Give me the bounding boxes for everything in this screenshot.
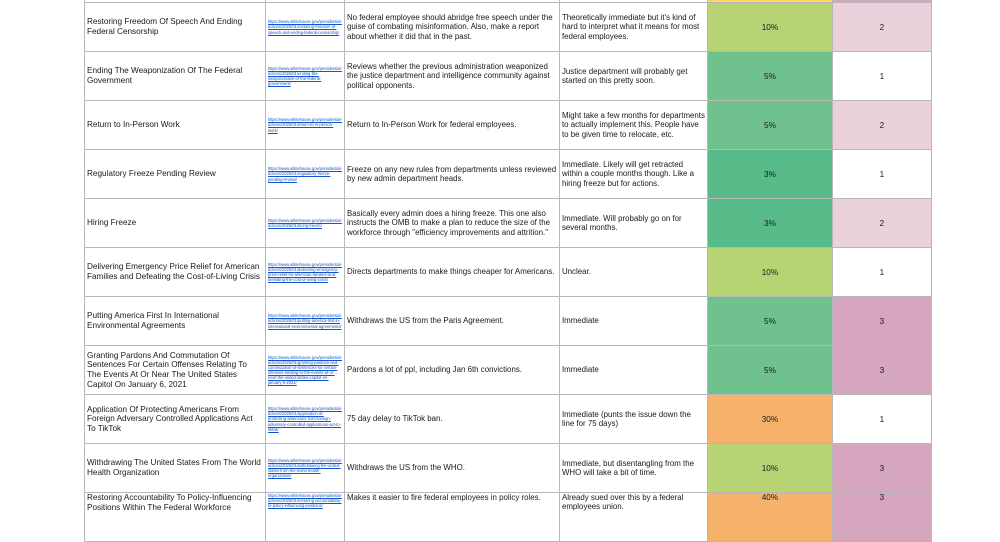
order-title-cell: Withdrawing The United States From The World Health Organization: [85, 444, 266, 493]
description-cell: 75 day delay to TikTok ban.: [344, 395, 559, 444]
executive-orders-table: [84, 0, 932, 542]
table-row: [85, 248, 932, 297]
table-row: [85, 395, 932, 444]
percent-cell: 5%: [707, 101, 832, 150]
order-title-cell: Return to In-Person Work: [85, 101, 266, 150]
percent-cell: 3%: [707, 150, 832, 199]
order-link-cell[interactable]: https://www.whitehouse.gov/presidential-actions/2025/01/hiring-freeze/: [266, 199, 345, 248]
order-title-cell: Ending The Weaponization Of The Federal Government: [85, 52, 266, 101]
score-cell: 1: [832, 395, 931, 444]
percent-cell: 10%: [707, 444, 832, 493]
order-link-cell[interactable]: https://www.whitehouse.gov/presidential-actions/2025/01/application-of-protecting-americans-from-foreign-adversary-controlled-applications-act-to-tiktok/: [266, 395, 345, 444]
table-row: [85, 101, 932, 150]
score-cell: 2: [832, 3, 931, 52]
score-cell: 2: [832, 101, 931, 150]
percent-cell: 5%: [707, 52, 832, 101]
description-cell: Freeze on any new rules from departments unless reviewed by new admin department heads.: [344, 150, 559, 199]
order-title-cell: Putting America First In International Environmental Agreements: [85, 297, 266, 346]
percent-cell: 3%: [707, 199, 832, 248]
percent-cell: 30%: [707, 395, 832, 444]
order-link-cell[interactable]: https://www.whitehouse.gov/presidential-actions/2025/01/restoring-accountability-to-policy-influencing-positions/: [266, 493, 345, 542]
score-cell: 2: [832, 199, 931, 248]
timing-note-cell: Already sued over this by a federal employees union.: [559, 493, 707, 542]
timing-note-cell: Unclear.: [559, 248, 707, 297]
order-link-cell[interactable]: https://www.whitehouse.gov/presidential-actions/2025/01/restoring-freedom-of-speech-and-ending-federal-censorship/: [266, 3, 345, 52]
timing-note-cell: Immediate: [559, 346, 707, 395]
table-row: [85, 297, 932, 346]
score-cell: 1: [832, 52, 931, 101]
table-row: [85, 444, 932, 493]
order-title-cell: Application Of Protecting Americans From Foreign Adversary Controlled Applications Act To TikTok: [85, 395, 266, 444]
table-row: [85, 150, 932, 199]
order-title-cell: Restoring Freedom Of Speech And Ending Federal Censorship: [85, 3, 266, 52]
order-link-cell[interactable]: https://www.whitehouse.gov/presidential-actions/2025/01/putting-america-first-in-international-environmental-agreements/: [266, 297, 345, 346]
score-cell: 3: [832, 297, 931, 346]
percent-cell: 5%: [707, 346, 832, 395]
order-link-cell[interactable]: https://www.whitehouse.gov/presidential-actions/2025/01/regulatory-freeze-pending-review/: [266, 150, 345, 199]
description-cell: Pardons a lot of ppl, including Jan 6th convictions.: [344, 346, 559, 395]
order-link-cell[interactable]: https://www.whitehouse.gov/presidential-actions/2025/01/granting-pardons-and-commutation-of-sentences-for-certain-offenses-relating-to-the-events-at-or-near-the-united-states-capitol-on-january-6-2021/: [266, 346, 345, 395]
timing-note-cell: Immediate (punts the issue down the line for 75 days): [559, 395, 707, 444]
order-link-cell[interactable]: https://www.whitehouse.gov/presidential-actions/2025/01/return-to-in-person-work/: [266, 101, 345, 150]
table-row: [85, 52, 932, 101]
score-cell: 1: [832, 150, 931, 199]
order-title-cell: Hiring Freeze: [85, 199, 266, 248]
description-cell: Withdraws the US from the Paris Agreement.: [344, 297, 559, 346]
order-link-cell[interactable]: https://www.whitehouse.gov/presidential-actions/2025/01/ending-the-weaponization-of-the-federal-government/: [266, 52, 345, 101]
order-title-cell: Granting Pardons And Commutation Of Sentences For Certain Offenses Relating To The Events At Or Near The United States Capitol On January 6, 2021: [85, 346, 266, 395]
table-body: [85, 0, 932, 542]
percent-cell: 10%: [707, 3, 832, 52]
description-cell: Basically every admin does a hiring freeze. This one also instructs the OMB to make a plan to reduce the size of the workforce through "efficiency improvements and attrition.": [344, 199, 559, 248]
timing-note-cell: Immediate. Will probably go on for several months.: [559, 199, 707, 248]
description-cell: Reviews whether the previous administration weaponized the justice department and intelligence community against political opponents.: [344, 52, 559, 101]
table-row: [85, 346, 932, 395]
timing-note-cell: Immediate. Likely will get retracted within a couple months though. Like a hiring freeze but for actions.: [559, 150, 707, 199]
description-cell: No federal employee should abridge free speech under the guise of combating misinformation. Also, make a report about whether it did that in the past.: [344, 3, 559, 52]
order-title-cell: Regulatory Freeze Pending Review: [85, 150, 266, 199]
description-cell: Withdraws the US from the WHO.: [344, 444, 559, 493]
table-row: [85, 199, 932, 248]
description-cell: Directs departments to make things cheaper for Americans.: [344, 248, 559, 297]
order-title-cell: Restoring Accountability To Policy-Influencing Positions Within The Federal Workforce: [85, 493, 266, 542]
description-cell: Return to In-Person Work for federal employees.: [344, 101, 559, 150]
score-cell: 1: [832, 248, 931, 297]
table-row: [85, 493, 932, 542]
order-title-cell: Delivering Emergency Price Relief for American Families and Defeating the Cost-of-Living Crisis: [85, 248, 266, 297]
order-link-cell[interactable]: https://www.whitehouse.gov/presidential-actions/2025/01/withdrawing-the-united-states-from-the-world-health-organization/: [266, 444, 345, 493]
timing-note-cell: Might take a few months for departments to actually implement this. People have to be given time to relocate, etc.: [559, 101, 707, 150]
timing-note-cell: Justice department will probably get started on this pretty soon.: [559, 52, 707, 101]
table-row: [85, 3, 932, 52]
timing-note-cell: Immediate: [559, 297, 707, 346]
description-cell: Makes it easier to fire federal employees in policy roles.: [344, 493, 559, 542]
order-link-cell[interactable]: https://www.whitehouse.gov/presidential-actions/2025/01/delivering-emergency-price-relief-for-american-families-and-defeating-the-cost-of-living-crisis/: [266, 248, 345, 297]
score-cell: 3: [832, 493, 931, 542]
score-cell: 3: [832, 346, 931, 395]
timing-note-cell: Theoretically immediate but it's kind of hard to interpret what it means for most federal employees.: [559, 3, 707, 52]
percent-cell: 10%: [707, 248, 832, 297]
percent-cell: 40%: [707, 493, 832, 542]
score-cell: 3: [832, 444, 931, 493]
percent-cell: 5%: [707, 297, 832, 346]
timing-note-cell: Immediate, but disentangling from the WHO will take a bit of time.: [559, 444, 707, 493]
